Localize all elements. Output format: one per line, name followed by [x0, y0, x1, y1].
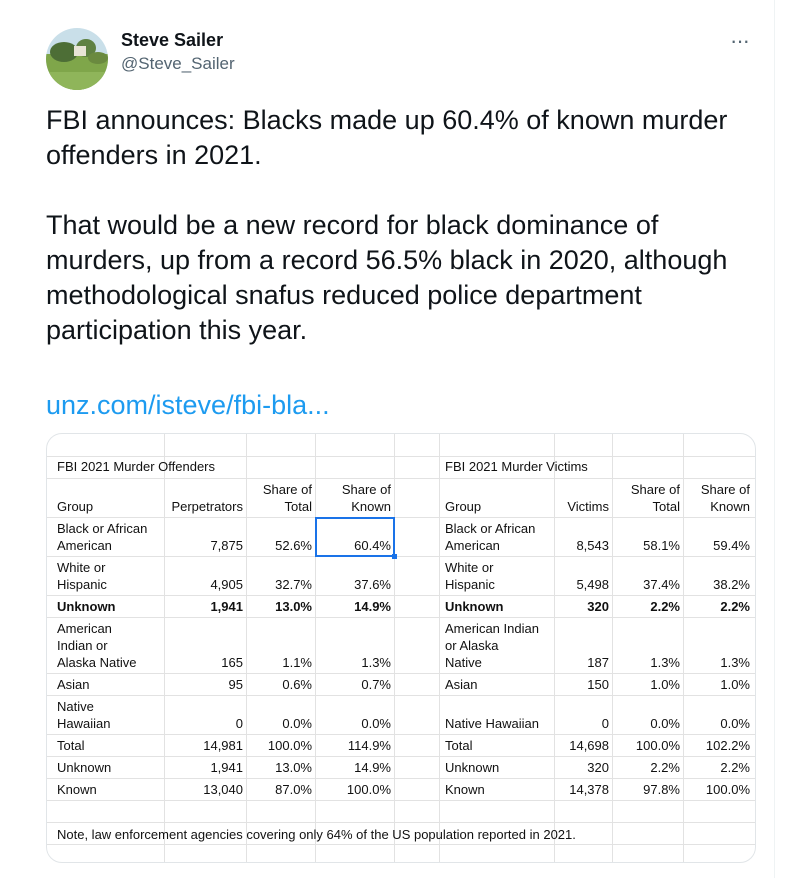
victims-header-share-known: Share of	[700, 482, 750, 497]
victims-header-share-total: Total	[652, 499, 680, 514]
victims-share-known-cell: 2.2%	[720, 760, 750, 775]
tweet-paragraph: FBI announces: Blacks made up 60.4% of known murder offenders in 2021.	[46, 105, 728, 170]
victims-group-cell: or Alaska	[445, 638, 499, 653]
victims-share-known-cell: 1.3%	[720, 655, 750, 670]
grid-line	[683, 434, 684, 862]
offenders-header-share-total: Share of	[262, 482, 312, 497]
tweet-link[interactable]: unz.com/isteve/fbi-bla...	[46, 390, 330, 420]
offenders-table-title: FBI 2021 Murder Offenders	[57, 459, 216, 474]
offenders-share-known-cell: 114.9%	[347, 738, 391, 753]
victims-share-known-cell: 38.2%	[713, 577, 750, 592]
victims-count-cell: 8,543	[576, 538, 609, 553]
offenders-group-cell: Hispanic	[57, 577, 107, 592]
victims-group-cell: White or	[445, 560, 494, 575]
grid-line	[439, 434, 440, 862]
offenders-count-cell: 14,981	[203, 738, 243, 753]
grid-line	[394, 434, 395, 862]
offenders-count-cell: 95	[228, 677, 243, 692]
offenders-share-known-cell: 37.6%	[354, 577, 391, 592]
victims-share-known-cell: 59.4%	[713, 538, 750, 553]
victims-share-known-cell: 1.0%	[720, 677, 750, 692]
victims-group-cell: American Indian	[445, 621, 539, 636]
offenders-count-cell: 7,875	[210, 538, 243, 553]
offenders-group-cell: Unknown	[57, 599, 116, 614]
offenders-header-share-known: Known	[351, 499, 391, 514]
victims-share-total-cell: 37.4%	[643, 577, 680, 592]
victims-header-count: Victims	[567, 499, 609, 514]
victims-count-cell: 14,698	[569, 738, 609, 753]
victims-share-known-cell: 0.0%	[720, 716, 750, 731]
victims-share-total-cell: 2.2%	[650, 599, 680, 614]
offenders-share-known-cell: 0.7%	[361, 677, 391, 692]
offenders-share-total-cell: 0.0%	[282, 716, 312, 731]
offenders-share-total-cell: 1.1%	[282, 655, 312, 670]
offenders-share-total-cell: 87.0%	[275, 782, 312, 797]
victims-header-group: Group	[445, 499, 482, 514]
offenders-group-cell: Hawaiian	[57, 716, 111, 731]
offenders-share-total-cell: 13.0%	[275, 760, 312, 775]
victims-group-cell: Unknown	[445, 760, 500, 775]
victims-group-cell: Native Hawaiian	[445, 716, 539, 731]
victims-count-cell: 320	[587, 599, 609, 614]
offenders-group-cell: Total	[57, 738, 85, 753]
grid-line	[164, 434, 165, 862]
offenders-count-cell: 13,040	[203, 782, 243, 797]
grid-line	[47, 756, 755, 757]
victims-share-total-cell: 0.0%	[650, 716, 680, 731]
tweet-text	[46, 103, 746, 348]
grid-line	[47, 844, 755, 845]
victims-count-cell: 187	[587, 655, 609, 670]
grid-line	[47, 456, 755, 457]
offenders-group-cell: Unknown	[57, 760, 112, 775]
grid-line	[47, 478, 755, 479]
offenders-count-cell: 165	[221, 655, 243, 670]
offenders-share-known-cell: 14.9%	[354, 599, 391, 614]
offenders-group-cell: White or	[57, 560, 106, 575]
offenders-count-cell: 1,941	[210, 599, 243, 614]
offenders-share-known-cell: 100.0%	[346, 782, 391, 797]
offenders-header-group: Group	[57, 499, 94, 514]
offenders-share-total-cell: 32.7%	[275, 577, 312, 592]
selection-fill-handle	[392, 554, 397, 559]
victims-share-total-cell: 2.2%	[650, 760, 680, 775]
offenders-share-total-cell: 0.6%	[282, 677, 312, 692]
victims-group-cell: Black or African	[445, 521, 536, 536]
offenders-group-cell: Alaska Native	[57, 655, 137, 670]
victims-share-total-cell: 58.1%	[643, 538, 680, 553]
author-name[interactable]: Steve Sailer	[121, 30, 224, 50]
grid-line	[47, 517, 755, 518]
offenders-count-cell: 0	[235, 716, 243, 731]
victims-table-title: FBI 2021 Murder Victims	[445, 459, 588, 474]
victims-share-total-cell: 1.0%	[650, 677, 680, 692]
victims-group-cell: Total	[445, 738, 473, 753]
grid-line	[47, 734, 755, 735]
victims-count-cell: 0	[601, 716, 609, 731]
offenders-group-cell: American	[57, 621, 112, 636]
victims-share-total-cell: 97.8%	[643, 782, 680, 797]
victims-share-total-cell: 1.3%	[650, 655, 680, 670]
grid-line	[47, 778, 755, 779]
offenders-group-cell: Native	[57, 699, 94, 714]
grid-line	[47, 822, 755, 823]
tweet-paragraph: That would be a new record for black dominance of murders, up from a record 56.5% black in 2020, although methodological snafus reduced police department participation this year.	[46, 210, 728, 345]
grid-line	[612, 434, 613, 862]
victims-count-cell: 320	[587, 760, 609, 775]
victims-group-cell: Known	[445, 782, 485, 797]
victims-header-share-known: Known	[710, 499, 750, 514]
victims-count-cell: 14,378	[569, 782, 609, 797]
offenders-header-count: Perpetrators	[171, 499, 243, 514]
offenders-group-cell: Indian or	[57, 638, 108, 653]
offenders-group-cell: Black or African	[57, 521, 148, 536]
grid-line	[315, 434, 316, 862]
victims-header-share-total: Share of	[630, 482, 680, 497]
grid-line	[47, 673, 755, 674]
offenders-share-total-cell: 100.0%	[267, 738, 312, 753]
offenders-share-known-cell: 14.9%	[354, 760, 391, 775]
offenders-share-known-cell: 0.0%	[361, 716, 391, 731]
attached-image[interactable]	[46, 433, 756, 863]
offenders-header-share-total: Total	[284, 499, 312, 514]
victims-group-cell: Asian	[445, 677, 478, 692]
author-handle[interactable]: @Steve_Sailer	[121, 54, 235, 73]
grid-line	[47, 595, 755, 596]
offenders-share-known-cell: 60.4%	[354, 538, 391, 553]
grid-line	[47, 617, 755, 618]
offenders-count-cell: 1,941	[210, 760, 243, 775]
victims-group-cell: Native	[445, 655, 482, 670]
offenders-group-cell: Asian	[57, 677, 90, 692]
grid-line	[47, 800, 755, 801]
offenders-header-share-known: Share of	[341, 482, 391, 497]
grid-line	[47, 695, 755, 696]
victims-share-known-cell: 100.0%	[705, 782, 750, 797]
offenders-share-known-cell: 1.3%	[361, 655, 391, 670]
offenders-share-total-cell: 52.6%	[275, 538, 312, 553]
spreadsheet-image	[47, 434, 755, 862]
footnote: Note, law enforcement agencies covering only 64% of the US population reported in 2021.	[57, 827, 576, 842]
offenders-group-cell: American	[57, 538, 112, 553]
avatar[interactable]	[46, 28, 108, 90]
victims-share-known-cell: 2.2%	[720, 599, 750, 614]
offenders-group-cell: Known	[57, 782, 97, 797]
victims-count-cell: 150	[587, 677, 609, 692]
offenders-count-cell: 4,905	[210, 577, 243, 592]
offenders-share-total-cell: 13.0%	[275, 599, 312, 614]
victims-group-cell: Unknown	[445, 599, 504, 614]
victims-group-cell: Hispanic	[445, 577, 495, 592]
more-options-icon[interactable]: ···	[730, 28, 749, 53]
victims-group-cell: American	[445, 538, 500, 553]
victims-share-total-cell: 100.0%	[635, 738, 680, 753]
grid-line	[246, 434, 247, 862]
grid-line	[47, 556, 755, 557]
victims-count-cell: 5,498	[576, 577, 609, 592]
victims-share-known-cell: 102.2%	[705, 738, 750, 753]
